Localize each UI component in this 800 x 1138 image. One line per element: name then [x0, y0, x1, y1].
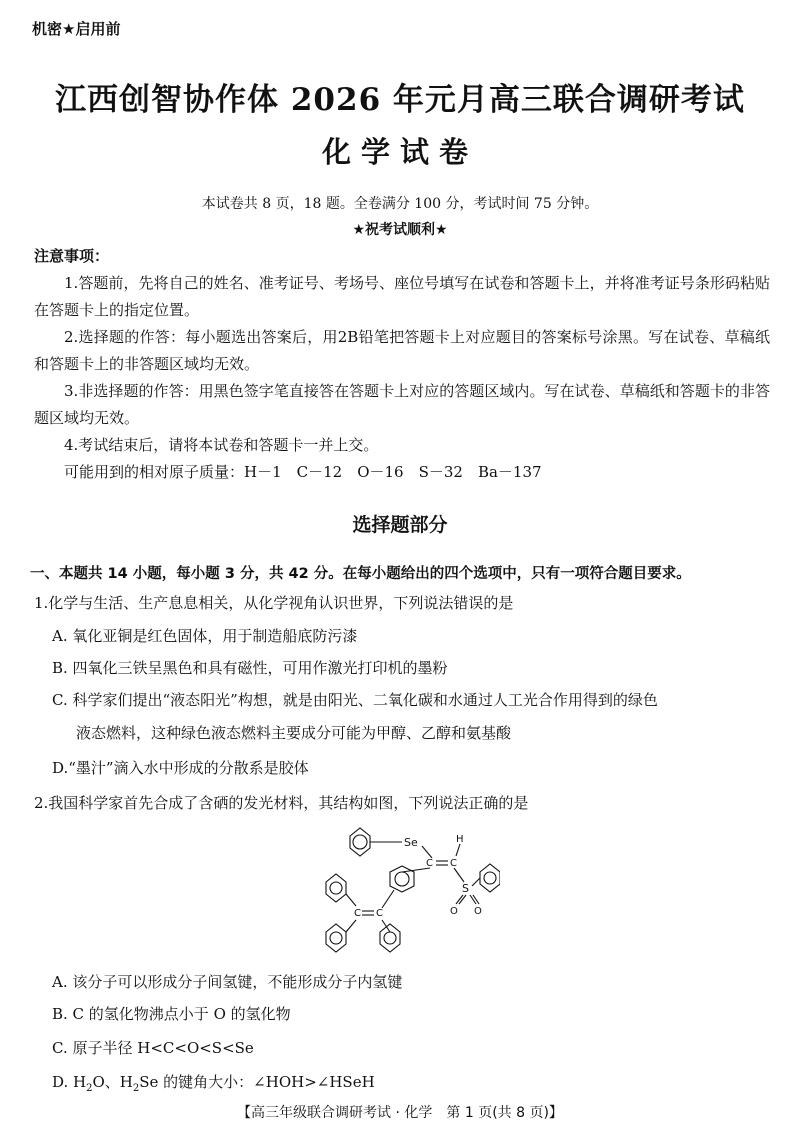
q1-option-a: A. 氧化亚铜是红色固体，用于制造船底防污漆: [52, 627, 358, 645]
q2-option-c: C. 原子半径 H<C<O<S<Se: [52, 1039, 254, 1057]
notice-item-2: 2.选择题的作答：每小题选出答案后，用2B铅笔把答题卡上对应题目的答案标号涂黑。写在试卷、草稿纸和答题卡上的非答题区域均无效。: [34, 328, 770, 373]
aromatic-circle: [330, 882, 342, 894]
notice-item-1: 1.答题前，先将自己的姓名、准考证号、考场号、座位号填写在试卷和答题卡上，并将准考证号条形码粘贴在答题卡上的指定位置。: [34, 274, 770, 319]
phenyl-ring: [480, 864, 500, 892]
bond: [472, 878, 480, 886]
exam-title: 江西创智协作体 2026 年元月高三联合调研考试: [55, 82, 745, 118]
q2-d-sub2: 2: [132, 1083, 140, 1094]
phenyl-ring: [326, 924, 346, 952]
page-footer: 【高三年级联合调研考试 · 化学 第 1 页(共 8 页)】: [237, 1105, 563, 1121]
bond: [382, 920, 390, 932]
s-label: S: [462, 882, 469, 895]
q1-option-c-line1: C. 科学家们提出“液态阳光”构想，就是由阳光、二氧化碳和水通过人工光合作用得到的绿色: [52, 691, 658, 709]
paper-subtitle: 化学试卷: [321, 135, 478, 169]
notice-item-4: 4.考试结束后，请将本试卷和答题卡一并上交。: [64, 436, 379, 454]
aromatic-circle: [330, 932, 342, 944]
q2-d-suffix: Se 的键角大小：∠HOH>∠HSeH: [139, 1073, 375, 1091]
aromatic-circle: [484, 872, 496, 884]
part1-instruction: 一、本题共 14 小题，每小题 3 分，共 42 分。在每小题给出的四个选项中，只有一项符合题目要求。: [30, 566, 691, 582]
bond: [456, 844, 460, 856]
exam-wish: ★祝考试顺利★: [352, 222, 448, 238]
q2-stem: 2.我国科学家首先合成了含硒的发光材料，其结构如图，下列说法正确的是: [34, 794, 529, 812]
notice-heading: 注意事项：: [34, 247, 110, 265]
phenyl-ring: [390, 866, 414, 892]
o-label: O: [474, 906, 482, 917]
bond: [346, 920, 356, 932]
phenyl-ring: [326, 874, 346, 902]
atomic-masses: 可能用到的相对原子质量：H－1 C－12 O－16 S－32 Ba－137: [64, 463, 542, 481]
q2-option-b: B. C 的氢化物沸点小于 O 的氢化物: [52, 1005, 291, 1023]
confidential-label: 机密★启用前: [32, 20, 121, 38]
q2-d-mid: O、H: [92, 1073, 133, 1091]
exam-info: 本试卷共 8 页，18 题。全卷满分 100 分，考试时间 75 分钟。: [201, 196, 599, 212]
aromatic-circle: [384, 932, 396, 944]
q1-option-d: D.“墨汁”滴入水中形成的分散系是胶体: [52, 759, 309, 777]
notice-item-3: 3.非选择题的作答：用黑色签字笔直接答在答题卡上对应的答题区域内。写在试卷、草稿纸和答题卡的非答题区域均无效。: [34, 382, 770, 427]
aromatic-circle: [353, 835, 367, 849]
q2-d-prefix: D. H: [52, 1073, 87, 1091]
section-title: 选择题部分: [352, 514, 448, 536]
c-label: C: [354, 908, 361, 919]
c-label: C: [426, 858, 433, 869]
q1-stem: 1.化学与生活、生产息息相关，从化学视角认识世界，下列说法错误的是: [34, 594, 514, 612]
bond: [454, 868, 464, 882]
bond: [346, 894, 356, 906]
q1-option-c-line2: 液态燃料，这种绿色液态燃料主要成分可能为甲醇、乙醇和氨基酸: [76, 724, 512, 742]
h-label: H: [456, 834, 464, 845]
q2-d-sub1: 2: [86, 1083, 93, 1094]
q2-option-a: A. 该分子可以形成分子间氢键，不能形成分子内氢键: [52, 973, 403, 991]
bond: [473, 895, 479, 904]
c-label: C: [450, 858, 457, 869]
o-label: O: [450, 906, 458, 917]
bond: [470, 895, 476, 904]
se-label: Se: [404, 836, 418, 849]
selenium-compound-structure: [320, 816, 500, 962]
bond: [422, 846, 432, 858]
aromatic-circle: [395, 872, 409, 886]
q1-option-b: B. 四氧化三铁呈黑色和具有磁性，可用作激光打印机的墨粉: [52, 659, 448, 677]
bond: [382, 890, 394, 908]
c-label: C: [376, 908, 383, 919]
phenyl-ring: [380, 924, 400, 952]
q2-option-d: [52, 1066, 772, 1105]
